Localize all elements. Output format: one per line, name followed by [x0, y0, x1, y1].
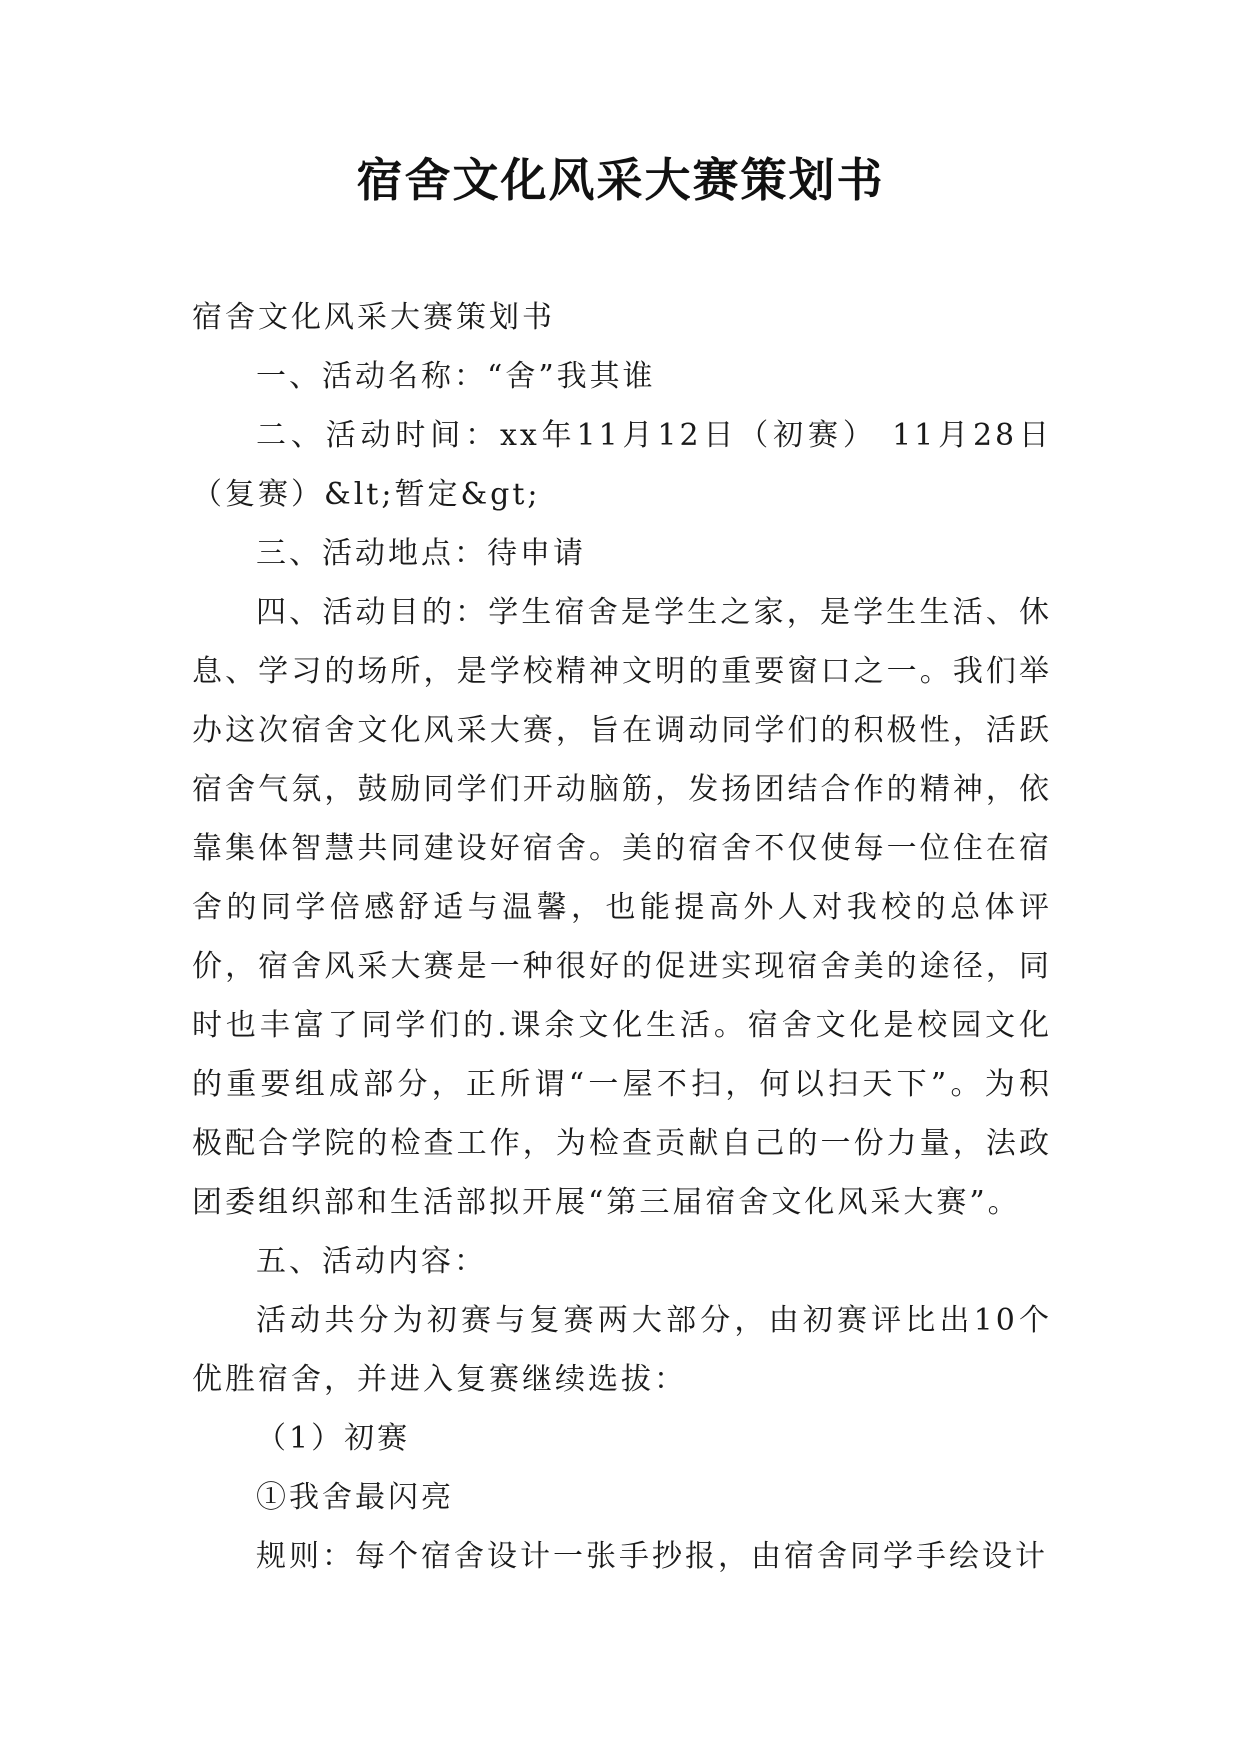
document-title: 宿舍文化风采大赛策划书	[356, 153, 885, 207]
paragraph-item-1: ①我舍最闪亮	[256, 1480, 454, 1515]
paragraph-activity-purpose: 四、活动目的：学生宿舍是学生之家，是学生生活、休息、学习的场所，是学校精神文明的重要窗口之一。我们举办这次宿舍文化风采大赛，旨在调动同学们的积极性，活跃宿舍气氛，鼓励同学们开动脑筋，发扬团结合作的精神，依靠集体智慧共同建设好宿舍。美的宿舍不仅使每一位住在宿舍的同学倍感舒适与温馨，也能提高外人对我校的总体评价，宿舍风采大赛是一种很好的促进实现宿舍美的途径，同时也丰富了同学们的.课余文化生活。宿舍文化是校园文化的重要组成部分，正所谓“一屋不扫，何以扫天下”。为积极配合学院的检查工作，为检查贡献自己的一份力量，法政团委组织部和生活部拟开展“第三届宿舍文化风采大赛”。	[192, 595, 1052, 1220]
paragraph-heading: 宿舍文化风采大赛策划书	[192, 300, 555, 335]
paragraph-activity-content: 五、活动内容：	[256, 1244, 487, 1279]
paragraph-activity-time: 二、活动时间：xx年11月12日（初赛） 11月28日（复赛）&lt;暂定&gt;	[192, 418, 1052, 512]
paragraph-activity-name: 一、活动名称：“舍”我其谁	[256, 359, 656, 394]
paragraph-activity-overview: 活动共分为初赛与复赛两大部分，由初赛评比出10个优胜宿舍，并进入复赛继续选拔：	[192, 1303, 1052, 1397]
paragraph-rules: 规则：每个宿舍设计一张手抄报，由宿舍同学手绘设计	[256, 1539, 1048, 1574]
paragraph-activity-location: 三、活动地点：待申请	[256, 536, 586, 571]
paragraph-preliminary: （1）初赛	[256, 1421, 411, 1456]
document-body	[192, 288, 1052, 1586]
